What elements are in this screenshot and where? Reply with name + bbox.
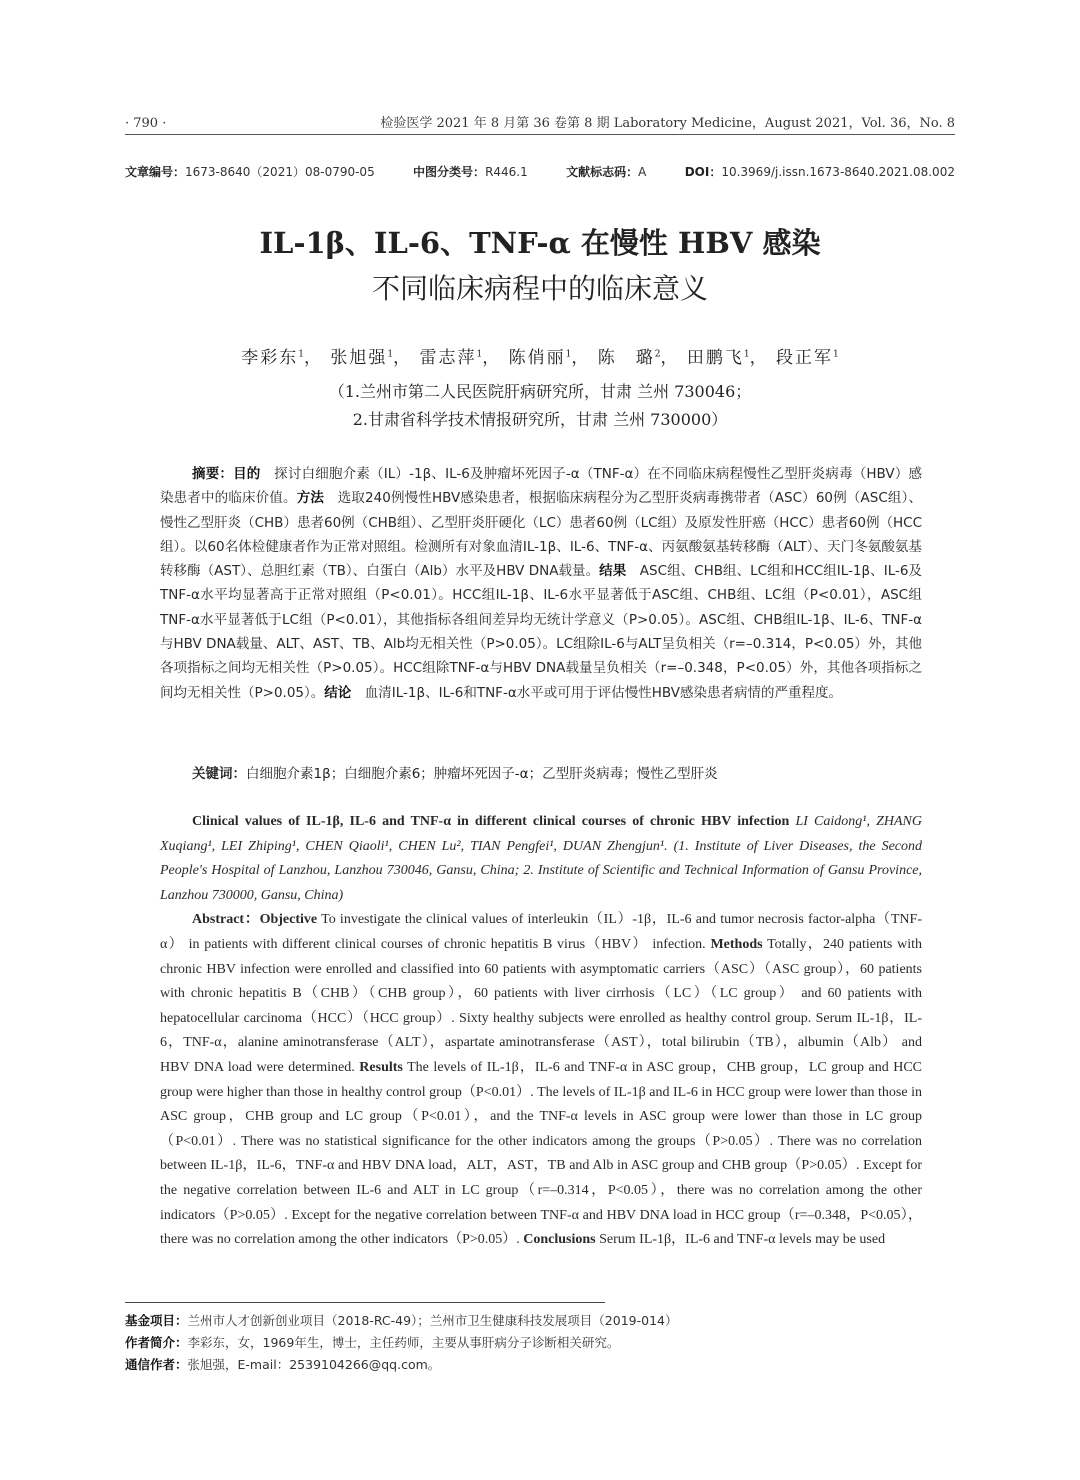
corresponding-author: 通信作者：张旭强，E-mail：2539104266@qq.com。 bbox=[125, 1357, 441, 1372]
keywords-chinese bbox=[192, 762, 922, 782]
page-number: · 790 · bbox=[125, 116, 167, 131]
author-list bbox=[125, 343, 955, 368]
keywords-label: 关键词： bbox=[192, 766, 246, 782]
article-number: 文章编号：1673-8640（2021）08-0790-05 bbox=[125, 165, 375, 179]
results-label: 结果 bbox=[599, 563, 627, 580]
affiliation-line: （1.兰州市第二人民医院肝病研究所，甘肃 兰州 730046； bbox=[328, 382, 752, 401]
objective-text: 探讨白细胞介素（IL）-1β、IL-6及肿瘤坏死因子-α（TNF-α）在不同临床病程慢性乙型肝炎病毒（HBV）感染患者中的临床价值。 bbox=[160, 466, 923, 507]
author: 张旭强$^1$， bbox=[330, 348, 413, 368]
conclusion-text: 血清IL-1β、IL-6和TNF-α水平或可用于评估慢性HBV感染患者病情的严重程度。 bbox=[351, 684, 842, 701]
article-meta bbox=[125, 163, 955, 180]
author: 田鹏飞$^1$， bbox=[686, 348, 769, 368]
author: 陈 璐$^2$， bbox=[597, 348, 680, 368]
running-header bbox=[125, 112, 955, 131]
english-title-authors bbox=[160, 810, 922, 908]
objective-label: 目的 bbox=[233, 466, 261, 482]
doi: DOI：10.3969/j.issn.1673-8640.2021.08.002 bbox=[684, 165, 955, 179]
methods-label: 方法 bbox=[296, 490, 325, 507]
english-title: Clinical values of IL-1β, IL-6 and TNF-α in different clinical courses of chronic HBV infection bbox=[192, 814, 790, 829]
conclusion-label: 结论 bbox=[324, 684, 352, 701]
footnotes bbox=[125, 1310, 955, 1376]
affiliation-line: 2.甘肃省科学技术情报研究所，甘肃 兰州 730000） bbox=[352, 410, 728, 429]
methods-text: 选取240例慢性HBV感染患者，根据临床病程分为乙型肝炎病毒携带者（ASC）60例（ASC组）、慢性乙型肝炎（CHB）患者60例（CHB组）、乙型肝炎肝硬化（LC）患者60例（LC组）及原发性肝癌（HCC）患者60例（HCC组）。以60名体检健康者作为正常对照组。检测所有对象血清IL-1β、IL-6、TNF-α、丙氨酸氨基转移酶（ALT）、天门冬氨酸氨基转移酶（AST）、总胆红素（TB）、白蛋白（Alb）水平及HBV DNA载量。 bbox=[160, 490, 923, 580]
abstract-label: 摘要： bbox=[192, 466, 234, 482]
title-line-2: 不同临床病程中的临床意义 bbox=[371, 272, 708, 305]
affiliations bbox=[125, 378, 955, 434]
author: 雷志萍$^1$， bbox=[419, 348, 502, 368]
journal-info: 检验医学 2021 年 8 月第 36 卷第 8 期 Laboratory Medicine，August 2021，Vol. 36，No. 8 bbox=[380, 116, 955, 131]
footnote-rule bbox=[125, 1302, 605, 1303]
title-line-1: IL-1β、IL-6、TNF-α 在慢性 HBV 感染 bbox=[259, 226, 821, 260]
keywords-text: 白细胞介素1β；白细胞介素6；肿瘤坏死因子-α；乙型肝炎病毒；慢性乙型肝炎 bbox=[246, 766, 718, 782]
english-section bbox=[160, 810, 922, 1253]
header-rule bbox=[125, 134, 955, 135]
results-text: ASC组、CHB组、LC组和HCC组IL-1β、IL-6及TNF-α水平均显著高于正常对照组（P<0.01）。HCC组IL-1β、IL-6水平显著低于ASC组、CHB组、LC组（P<0.01），ASC组TNF-α水平显著低于LC组（P<0.01），其他指标各组间差异均无统计学意义（P>0.05）。ASC组、CHB组IL-1β、IL-6、TNF-α与HBV DNA载量、ALT、AST、TB、Alb均无相关性（P>0.05）。LC组除IL-6与ALT呈负相关（r=–0.314，P<0.05）外，其他各项指标之间均无相关性（P>0.05）。HCC组除TNF-α与HBV DNA载量呈负相关（r=–0.348，P<0.05）外，其他各项指标之间均无相关性（P>0.05）。 bbox=[160, 563, 923, 701]
author: 陈俏丽$^1$， bbox=[508, 348, 591, 368]
clc-number: 中图分类号：R446.1 bbox=[413, 165, 528, 179]
fund-note: 基金项目：兰州市人才创新创业项目（2018-RC-49）；兰州市卫生健康科技发展项目（2019-014） bbox=[125, 1313, 678, 1328]
paper-title bbox=[100, 220, 980, 312]
document-code: 文献标志码：A bbox=[566, 165, 647, 179]
english-authors: LI Caidong¹, ZHANG Xuqiang¹, LEI Zhiping¹, CHEN Qiaoli¹, CHEN Lu², TIAN Pengfei¹, DUAN Zhengjun¹. (1. Institute of Liver Diseases, the Second People's Hospital of Lanzhou, Lanzhou 730046, Gansu, China; 2. Institute of Scientific and Technical Information of Gansu Province, Lanzhou 730000, Gansu, China) bbox=[160, 814, 923, 903]
author: 李彩东$^1$， bbox=[241, 348, 323, 368]
abstract-chinese bbox=[160, 462, 922, 705]
english-abstract: Abstract：Objective To investigate the clinical values of interleukin（IL）-1β，IL-6 and tumor necrosis factor-alpha（TNF-α） in patients with different clinical courses of chronic hepatitis B virus（HBV） infection. Methods Totally，240 patients with chronic HBV infection were enrolled and classified into 60 patients with asymptomatic carriers（ASC）（ASC group），60 patients with chronic hepatitis B（CHB）（CHB group），60 patients with liver cirrhosis（LC）（LC group） and 60 patients with hepatocellular carcinoma（HCC）（HCC group）. Sixty healthy subjects were enrolled as healthy control group. Serum IL-1β，IL-6，TNF-α，alanine aminotransferase（ALT），aspartate aminotransferase（AST），total bilirubin（TB），albumin（Alb） and HBV DNA load were determined. Results The levels of IL-1β，IL-6 and TNF-α in ASC group，CHB group，LC group and HCC group were higher than those in healthy control group（P<0.01）. The levels of IL-1β and IL-6 in HCC group were lower than those in ASC group，CHB group and LC group（P<0.01），and the TNF-α levels in ASC group were lower than those in LC group（P<0.01）. There was no statistical significance for the other indicators among the groups（P>0.05）. There was no correlation between IL-1β，IL-6，TNF-α and HBV DNA load，ALT，AST，TB and Alb in ASC group and CHB group（P>0.05）. Except for the negative correlation between IL-6 and ALT in LC group（r=–0.314，P<0.05），there was no correlation among the other indicators（P>0.05）. Except for the negative correlation between TNF-α and HBV DNA load in HCC group（r=–0.348，P<0.05），there was no correlation among the other indicators（P>0.05）. Conclusions Serum IL-1β，IL-6 and TNF-α levels may be used bbox=[160, 912, 923, 1248]
author-bio: 作者简介：李彩东，女，1969年生，博士，主任药师，主要从事肝病分子诊断相关研究。 bbox=[125, 1335, 620, 1350]
author: 段正军$^1$ bbox=[776, 348, 839, 368]
